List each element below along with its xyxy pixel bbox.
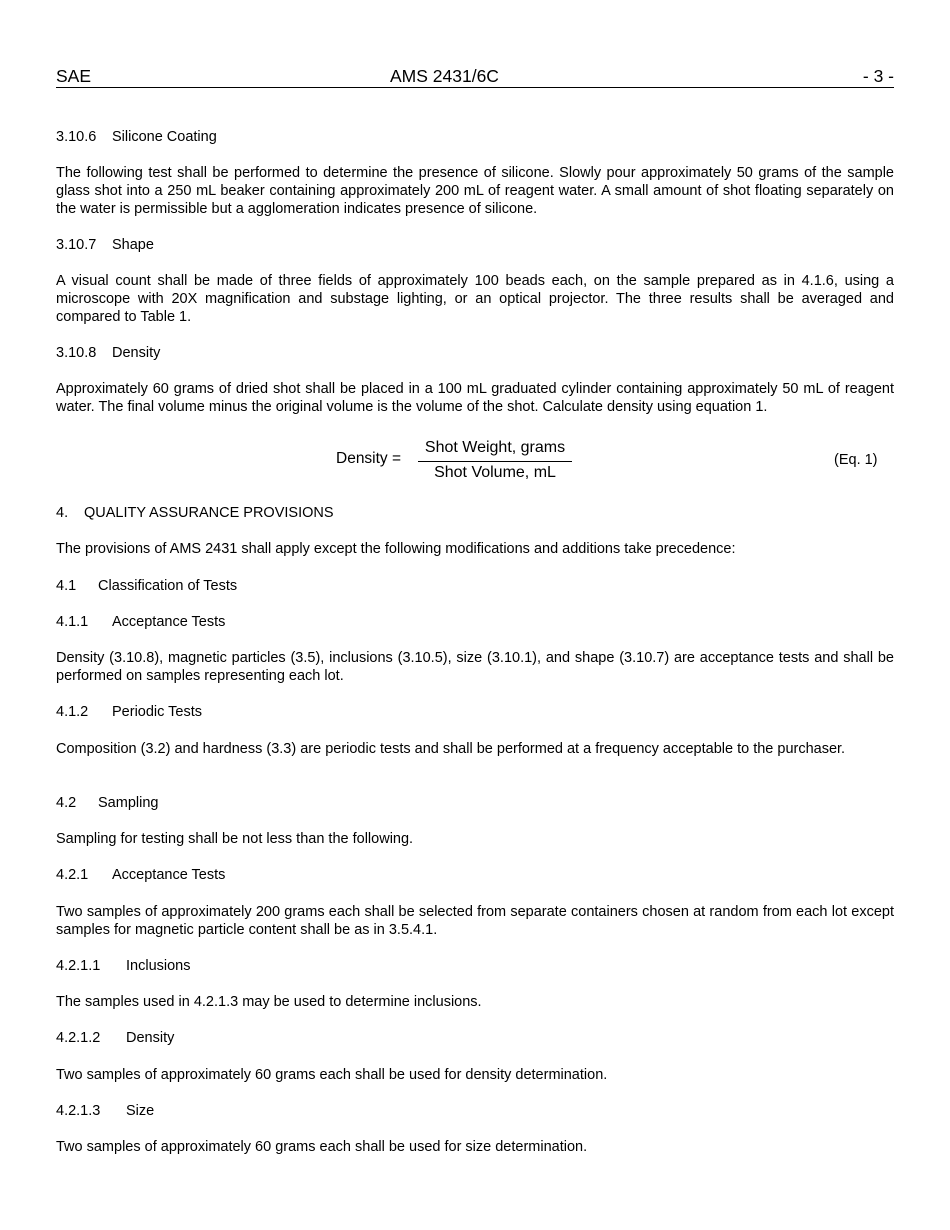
heading-4-2: 4.2 Sampling — [56, 795, 159, 811]
heading-3-10-7: 3.10.7 Shape — [56, 237, 154, 253]
para-4-2-1-1: The samples used in 4.2.1.3 may be used to determine inclusions. — [56, 994, 482, 1010]
para-3-10-7: A visual count shall be made of three fields of approximately 100 beads each, on the sample prepared as in 4.1.6, using a microscope with 20X magnification and substage lighting, or an optical projector. The three results shall be averaged and compared to Table 1. — [56, 273, 894, 325]
heading-4-1: 4.1 Classification of Tests — [56, 578, 238, 594]
para-4-2-1: Two samples of approximately 200 grams each shall be selected from separate containers chosen at random from each lot except samples for magnetic particle content shall be as in 3.5.4.1. — [56, 904, 894, 938]
para-4-2: Sampling for testing shall be not less than the following. — [56, 831, 414, 847]
heading-4-2-1: 4.2.1 Acceptance Tests — [56, 867, 226, 883]
heading-4-1-2: 4.1.2 Periodic Tests — [56, 704, 202, 720]
heading-4-2-1-2: 4.2.1.2 Density — [56, 1030, 175, 1046]
equation-fraction — [418, 438, 572, 484]
heading-3-10-8: 3.10.8 Density — [56, 345, 161, 361]
header-page-number: - 3 - — [862, 66, 894, 86]
para-4-2-1-2: Two samples of approximately 60 grams each shall be used for density determination. — [56, 1067, 608, 1083]
header-org: SAE — [56, 66, 92, 86]
heading-4: 4. QUALITY ASSURANCE PROVISIONS — [56, 505, 334, 521]
equation-numerator: Shot Weight, grams — [418, 438, 572, 462]
para-4-1-2: Composition (3.2) and hardness (3.3) are periodic tests and shall be performed at a frequency acceptable to the purchaser. — [56, 741, 846, 757]
para-3-10-8: Approximately 60 grams of dried shot shall be placed in a 100 mL graduated cylinder containing approximately 50 mL of reagent water. The final volume minus the original volume is the volume of the shot. Calculate density using equation 1. — [56, 381, 894, 415]
heading-4-2-1-1: 4.2.1.1 Inclusions — [56, 958, 191, 974]
para-4: The provisions of AMS 2431 shall apply except the following modifications and additions take precedence: — [56, 541, 736, 557]
para-4-2-1-3: Two samples of approximately 60 grams each shall be used for size determination. — [56, 1139, 588, 1155]
equation-denominator: Shot Volume, mL — [434, 464, 556, 481]
heading-4-2-1-3: 4.2.1.3 Size — [56, 1103, 155, 1119]
equation-label: Density = — [336, 450, 402, 467]
header-doc-number: AMS 2431/6C — [390, 66, 499, 86]
para-3-10-6: The following test shall be performed to determine the presence of silicone. Slowly pour approximately 50 grams of the sample glass shot into a 250 mL beaker containing approximately 200 mL of reagent water. A small amount of shot floating separately on the water is permissible but a agglomeration indicates presence of silicone. — [56, 165, 894, 217]
heading-3-10-6: 3.10.6 Silicone Coating — [56, 129, 217, 145]
para-4-1-1: Density (3.10.8), magnetic particles (3.5), inclusions (3.10.5), size (3.10.1), and shape (3.10.7) are acceptance tests and shall be performed on samples representing each lot. — [56, 650, 894, 684]
heading-4-1-1: 4.1.1 Acceptance Tests — [56, 614, 226, 630]
equation-number: (Eq. 1) — [834, 452, 878, 468]
page-header — [56, 66, 894, 88]
